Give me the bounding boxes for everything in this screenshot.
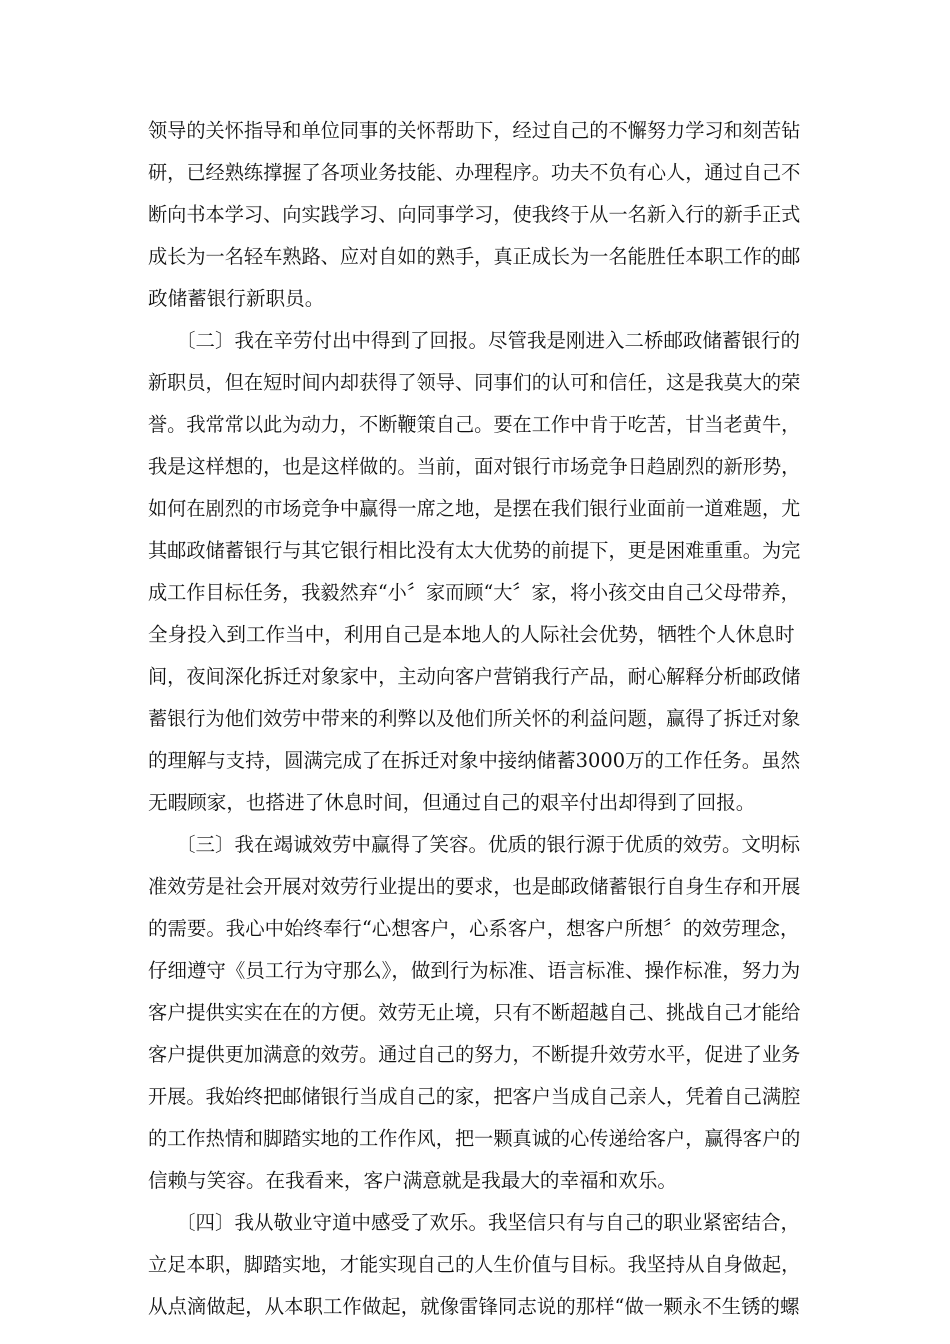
text-line: 的工作热情和脚踏实地的工作作风，把一颗真诚的心传递给客户，赢得客户的	[148, 1127, 801, 1150]
paragraph-2-first-line: 〔二〕我在辛劳付出中得到了回报。尽管我是刚进入二桥邮政储蓄银行的	[176, 329, 801, 352]
text-line: 誉。我常常以此为动力，不断鞭策自己。要在工作中肯于吃苦，甘当老黄牛，	[148, 413, 801, 436]
text-line: 客户提供更加满意的效劳。通过自己的努力，不断提升效劳水平，促进了业务	[148, 1043, 801, 1066]
text-line: 我是这样想的，也是这样做的。当前，面对银行市场竞争日趋剧烈的新形势，	[148, 455, 801, 478]
text-line: 领导的关怀指导和单位同事的关怀帮助下，经过自己的不懈努力学习和刻苦钻	[148, 119, 801, 142]
text-line: 的需要。我心中始终奉行“心想客户，心系客户，想客户所想〞的效劳理念，	[148, 917, 800, 940]
text-line: 立足本职，脚踏实地，才能实现自己的人生价值与目标。我坚持从自身做起，	[148, 1253, 801, 1276]
text-line: 其邮政储蓄银行与其它银行相比没有太大优势的前提下，更是困难重重。为完	[148, 539, 801, 562]
text-line: 蓄银行为他们效劳中带来的利弊以及他们所关怀的利益问题，赢得了拆迁对象	[148, 707, 801, 730]
text-line: 仔细遵守《员工行为守那么》，做到行为标准、语言标准、操作标准，努力为	[148, 959, 801, 982]
text-line: 信赖与笑容。在我看来，客户满意就是我最大的幸福和欢乐。	[148, 1169, 678, 1192]
text-line: 新职员，但在短时间内却获得了领导、同事们的认可和信任，这是我莫大的荣	[148, 371, 801, 394]
paragraph-4-first-line: 〔四〕我从敬业守道中感受了欢乐。我坚信只有与自己的职业紧密结合，	[176, 1211, 801, 1234]
text-line: 无暇顾家，也搭进了休息时间，但通过自己的艰辛付出却得到了回报。	[148, 791, 756, 814]
text-line: 间，夜间深化拆迁对象家中，主动向客户营销我行产品，耐心解释分析邮政储	[148, 665, 801, 688]
text-line: 政储蓄银行新职员。	[148, 287, 325, 310]
text-line: 研，已经熟练撑握了各项业务技能、办理程序。功夫不负有心人，通过自己不	[148, 161, 801, 184]
text-line: 断向书本学习、向实践学习、向同事学习，使我终于从一名新入行的新手正式	[148, 203, 801, 226]
text-line: 的理解与支持，圆满完成了在拆迁对象中接纳储蓄3000万的工作任务。虽然	[148, 749, 801, 772]
text-line: 准效劳是社会开展对效劳行业提出的要求，也是邮政储蓄银行自身生存和开展	[148, 875, 801, 898]
paragraph-3-first-line: 〔三〕我在竭诚效劳中赢得了笑容。优质的银行源于优质的效劳。文明标	[176, 833, 801, 856]
text-line: 如何在剧烈的市场竞争中赢得一席之地，是摆在我们银行业面前一道难题，尤	[148, 497, 801, 520]
text-line: 开展。我始终把邮储银行当成自己的家，把客户当成自己亲人，凭着自己满腔	[148, 1085, 801, 1108]
text-line: 成工作目标任务，我毅然弃“小〞家而顾“大〞家，将小孩交由自己父母带养，	[148, 581, 800, 604]
text-line: 成长为一名轻车熟路、应对自如的熟手，真正成长为一名能胜任本职工作的邮	[148, 245, 801, 268]
text-line: 全身投入到工作当中，利用自己是本地人的人际社会优势，牺牲个人休息时	[148, 623, 795, 646]
text-line: 从点滴做起，从本职工作做起，就像雷锋同志说的那样“做一颗永不生锈的螺	[148, 1295, 800, 1318]
text-line: 客户提供实实在在的方便。效劳无止境，只有不断超越自己、挑战自己才能给	[148, 1001, 801, 1024]
